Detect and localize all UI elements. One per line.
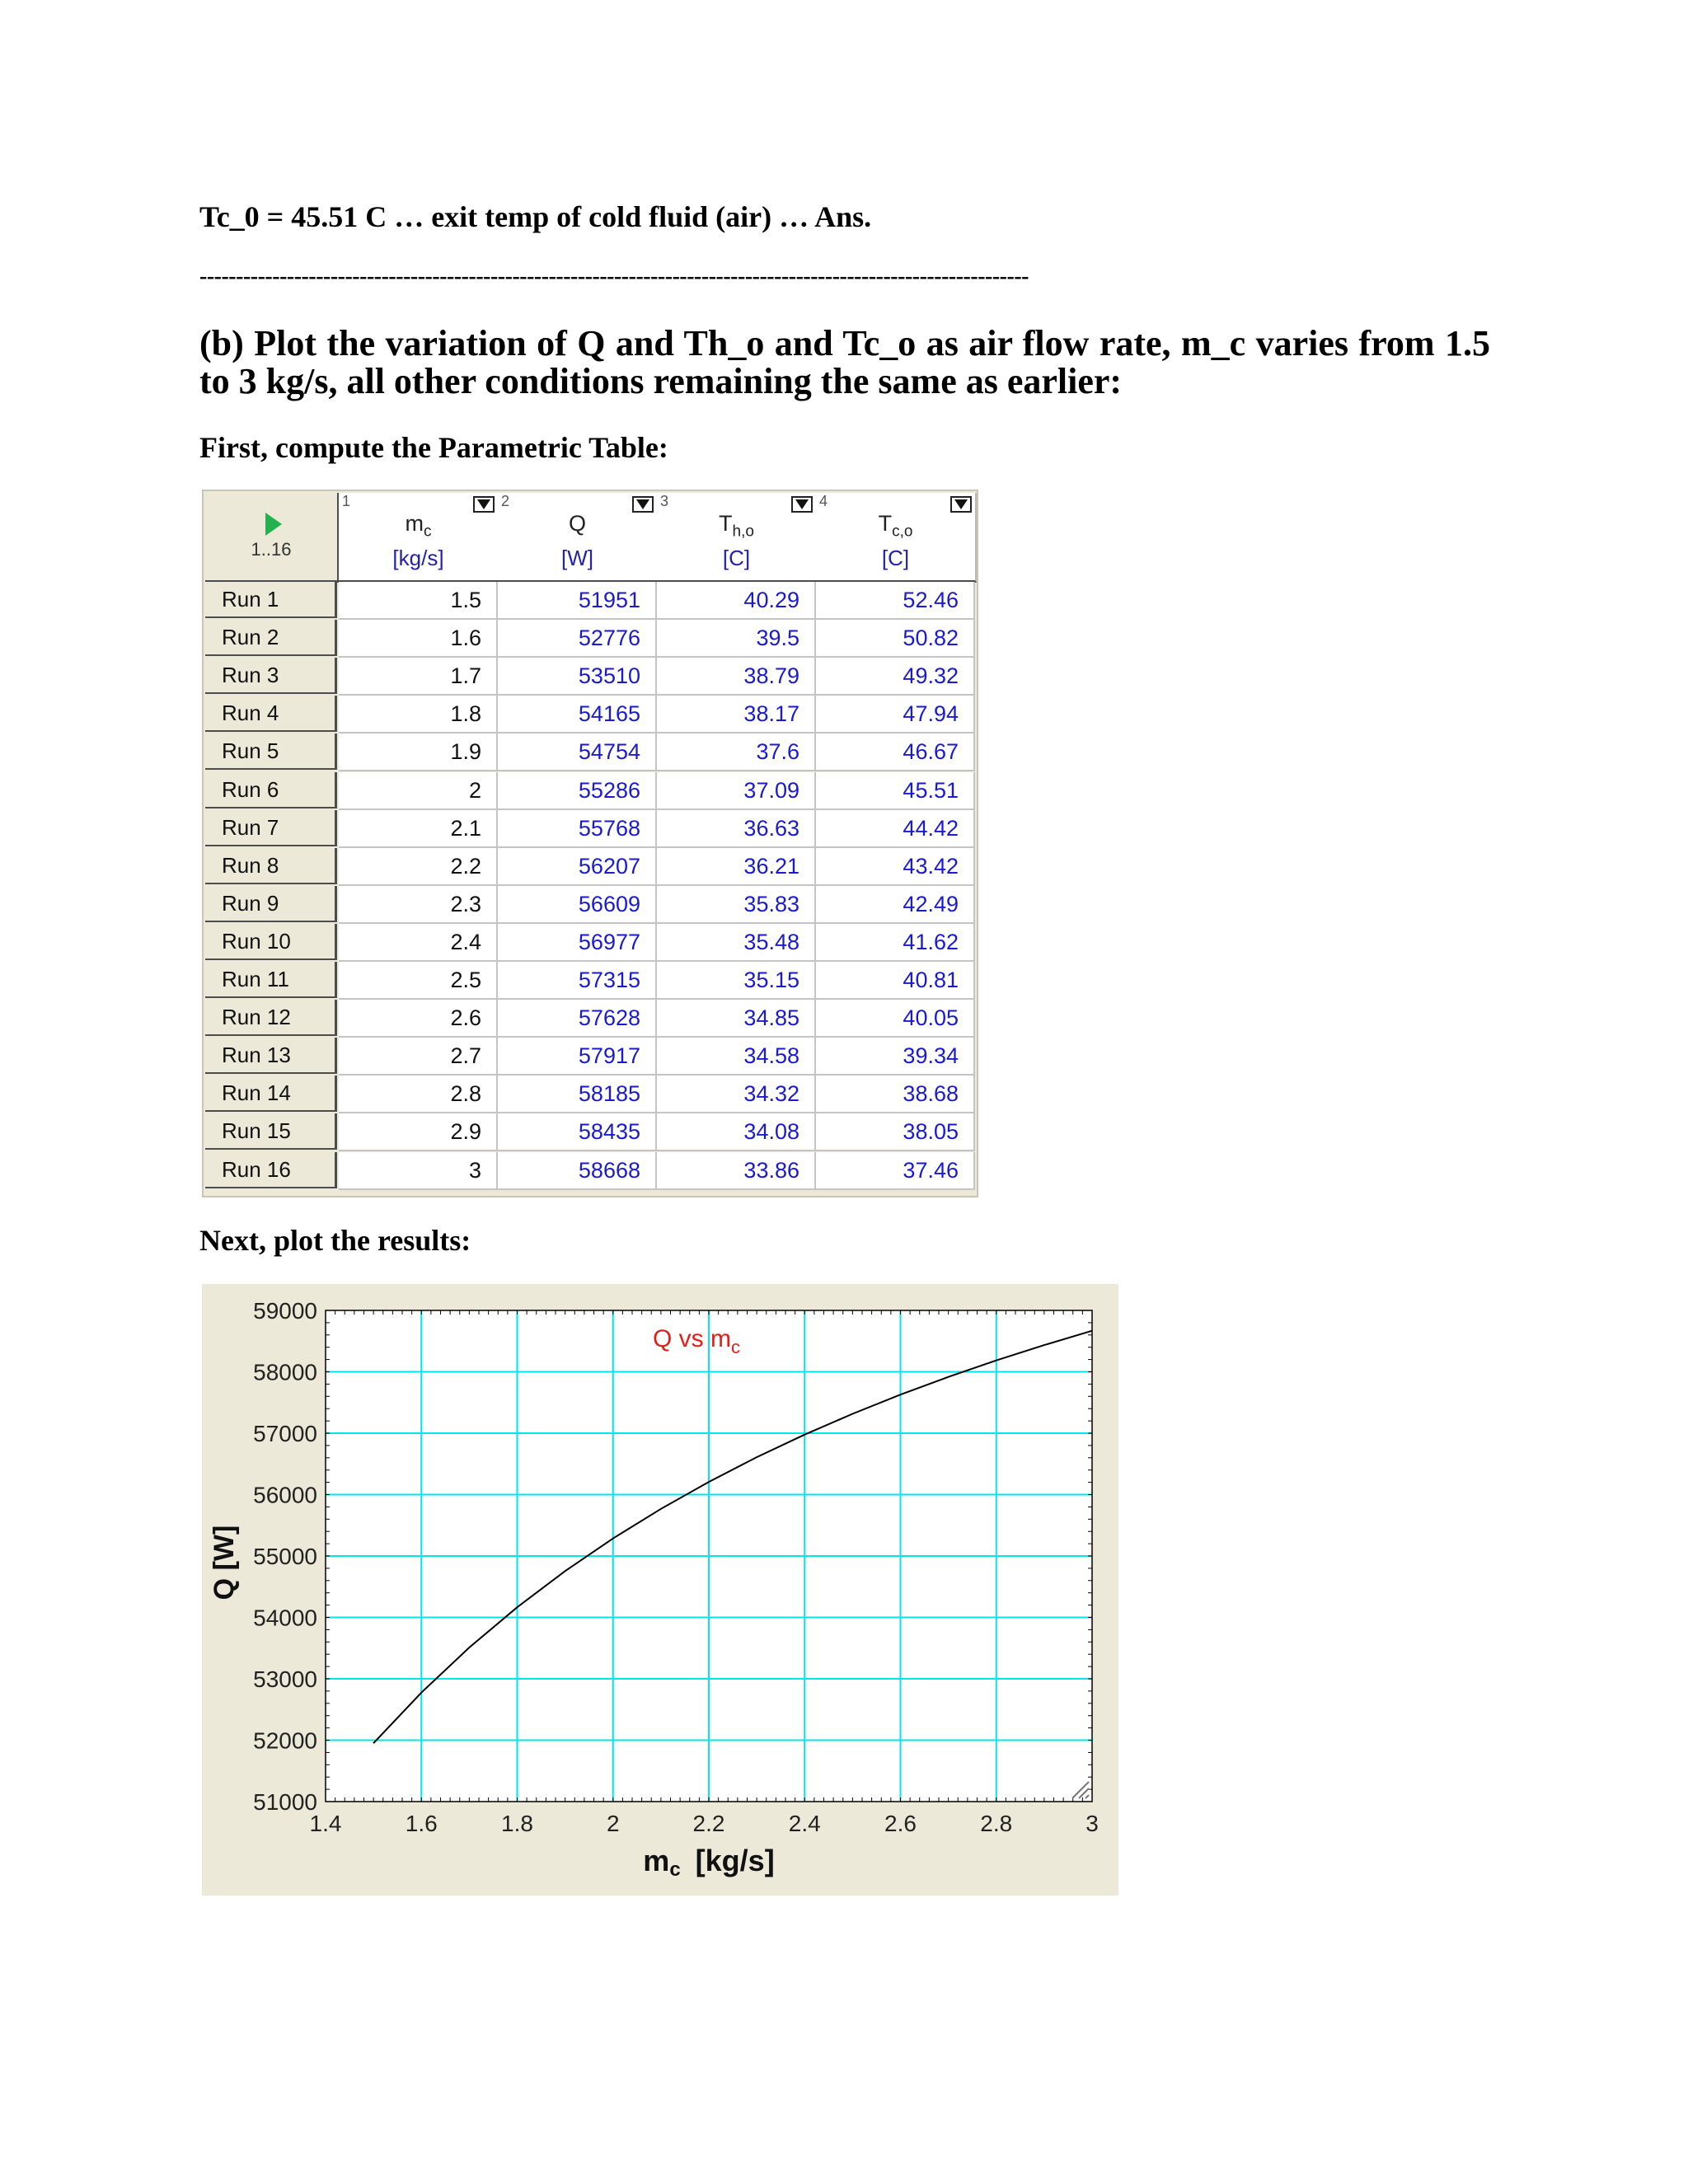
q-vs-mc-chart <box>202 1284 1118 1896</box>
y-tick-label: 55000 <box>253 1544 317 1569</box>
run-label[interactable]: Run 5 <box>205 733 337 770</box>
y-tick-label: 57000 <box>253 1421 317 1446</box>
table-cell-tho[interactable]: 34.85 <box>657 1000 816 1038</box>
y-axis-label: Q [W] <box>209 1525 240 1601</box>
table-cell-tho[interactable]: 38.17 <box>657 696 816 733</box>
table-cell-Q[interactable]: 53510 <box>498 658 657 696</box>
table-cell-Q[interactable]: 57628 <box>498 1000 657 1038</box>
x-tick-label: 2.8 <box>980 1811 1013 1836</box>
run-label[interactable]: Run 13 <box>205 1038 337 1074</box>
table-cell-tho[interactable]: 36.21 <box>657 848 816 886</box>
column-name: $T_{c,o}$ <box>878 511 913 541</box>
table-cell-mc[interactable]: 2.7 <box>339 1038 498 1076</box>
y-tick-label: 51000 <box>253 1789 317 1815</box>
table-cell-Q[interactable]: 58185 <box>498 1076 657 1113</box>
table-cell-tco[interactable]: 49.32 <box>816 658 975 696</box>
table-cell-tco[interactable]: 47.94 <box>816 696 975 733</box>
table-cell-tho[interactable]: 38.79 <box>657 658 816 696</box>
run-label[interactable]: Run 6 <box>205 772 337 808</box>
table-cell-tho[interactable]: 35.83 <box>657 886 816 924</box>
play-icon[interactable] <box>265 513 282 536</box>
table-cell-tco[interactable]: 38.05 <box>816 1113 975 1151</box>
table-cell-tco[interactable]: 40.05 <box>816 1000 975 1038</box>
table-cell-tho[interactable]: 35.15 <box>657 962 816 1000</box>
run-label[interactable]: Run 12 <box>205 1000 337 1036</box>
table-cell-tho[interactable]: 34.08 <box>657 1113 816 1151</box>
column-dropdown-icon[interactable] <box>632 496 654 513</box>
column-number: 4 <box>819 493 828 509</box>
x-tick-label: 2.6 <box>884 1811 917 1836</box>
y-tick-label: 53000 <box>253 1666 317 1692</box>
table-cell-mc[interactable]: 1.9 <box>339 733 498 771</box>
column-name: Q <box>568 511 586 536</box>
table-cell-tho[interactable]: 37.6 <box>657 733 816 771</box>
x-tick-label: 1.6 <box>405 1811 438 1836</box>
x-tick-label: 2.2 <box>692 1811 725 1836</box>
step-2-text: Next, plot the results: <box>199 1224 471 1257</box>
table-cell-mc[interactable]: 1.8 <box>339 696 498 733</box>
table-cell-tco[interactable]: 43.42 <box>816 848 975 886</box>
table-cell-tco[interactable]: 50.82 <box>816 620 975 658</box>
table-cell-Q[interactable]: 56609 <box>498 886 657 924</box>
column-header-1[interactable] <box>339 493 499 583</box>
y-tick-label: 52000 <box>253 1727 317 1754</box>
chart-panel <box>202 1284 1118 1896</box>
column-number: 2 <box>501 493 510 509</box>
table-cell-tco[interactable]: 37.46 <box>816 1152 975 1190</box>
run-label[interactable]: Run 9 <box>205 886 337 922</box>
column-number: 1 <box>342 493 351 509</box>
column-unit: [kg/s] <box>392 546 444 570</box>
parametric-table <box>202 490 978 1197</box>
table-cell-Q[interactable]: 54754 <box>498 733 657 771</box>
table-cell-mc[interactable]: 1.6 <box>339 620 498 658</box>
table-cell-tco[interactable]: 45.51 <box>816 772 975 810</box>
table-cell-tco[interactable]: 39.34 <box>816 1038 975 1076</box>
table-cell-Q[interactable]: 58668 <box>498 1152 657 1190</box>
x-tick-label: 2 <box>606 1811 620 1836</box>
table-cell-Q[interactable]: 52776 <box>498 620 657 658</box>
table-cell-mc[interactable]: 1.5 <box>339 582 498 620</box>
column-dropdown-icon[interactable] <box>950 496 972 513</box>
table-cell-mc[interactable]: 2.1 <box>339 810 498 848</box>
y-tick-label: 58000 <box>253 1359 317 1385</box>
column-dropdown-icon[interactable] <box>473 496 495 513</box>
column-number: 3 <box>660 493 669 509</box>
table-cell-tho[interactable]: 39.5 <box>657 620 816 658</box>
table-cell-mc[interactable]: 2.2 <box>339 848 498 886</box>
table-cell-tho[interactable]: 34.32 <box>657 1076 816 1113</box>
run-label[interactable]: Run 10 <box>205 924 337 960</box>
column-header-3[interactable] <box>657 493 818 583</box>
table-cell-tco[interactable]: 46.67 <box>816 733 975 771</box>
table-cell-Q[interactable]: 55768 <box>498 810 657 848</box>
y-tick-label: 59000 <box>253 1298 317 1324</box>
run-label[interactable]: Run 15 <box>205 1113 337 1150</box>
table-cell-tco[interactable]: 41.62 <box>816 924 975 962</box>
table-cell-mc[interactable]: 2.5 <box>339 962 498 1000</box>
table-cell-Q[interactable]: 56207 <box>498 848 657 886</box>
run-label[interactable]: Run 2 <box>205 620 337 656</box>
table-cell-tho[interactable]: 35.48 <box>657 924 816 962</box>
table-cell-mc[interactable]: 2 <box>339 772 498 810</box>
table-cell-tco[interactable]: 38.68 <box>816 1076 975 1113</box>
table-cell-mc[interactable]: 2.9 <box>339 1113 498 1151</box>
table-cell-Q[interactable]: 57315 <box>498 962 657 1000</box>
table-cell-tco[interactable]: 52.46 <box>816 582 975 620</box>
column-unit: [W] <box>561 546 593 570</box>
column-dropdown-icon[interactable] <box>791 496 813 513</box>
run-label[interactable]: Run 8 <box>205 848 337 884</box>
column-unit: [C] <box>881 546 910 570</box>
step-1-text: First, compute the Parametric Table: <box>199 431 668 464</box>
x-tick-label: 3 <box>1085 1811 1099 1836</box>
table-cell-tho[interactable]: 37.09 <box>657 772 816 810</box>
chart-title: Q vs $m_c$ <box>653 1325 740 1357</box>
table-cell-mc[interactable]: 2.4 <box>339 924 498 962</box>
y-tick-label: 54000 <box>253 1605 317 1631</box>
table-cell-mc[interactable]: 2.3 <box>339 886 498 924</box>
table-cell-Q[interactable]: 51951 <box>498 582 657 620</box>
x-tick-label: 2.4 <box>788 1811 821 1836</box>
table-cell-Q[interactable]: 56977 <box>498 924 657 962</box>
run-label[interactable]: Run 14 <box>205 1076 337 1112</box>
run-label[interactable]: Run 1 <box>205 582 337 618</box>
table-cell-Q[interactable]: 54165 <box>498 696 657 733</box>
table-cell-mc[interactable]: 3 <box>339 1152 498 1190</box>
table-cell-tho[interactable]: 34.58 <box>657 1038 816 1076</box>
table-cell-tho[interactable]: 36.63 <box>657 810 816 848</box>
x-axis-label: mc [kg/s] <box>643 1844 775 1881</box>
run-label[interactable]: Run 7 <box>205 810 337 846</box>
run-range: 1..16 <box>251 539 292 560</box>
table-cell-mc[interactable]: 2.6 <box>339 1000 498 1038</box>
table-cell-mc[interactable]: 1.7 <box>339 658 498 696</box>
column-name: $T_{h,o}$ <box>719 511 754 541</box>
run-label[interactable]: Run 11 <box>205 962 337 998</box>
table-cell-tho[interactable]: 40.29 <box>657 582 816 620</box>
table-cell-Q[interactable]: 58435 <box>498 1113 657 1151</box>
x-tick-label: 1.8 <box>501 1811 533 1836</box>
run-label[interactable]: Run 4 <box>205 696 337 732</box>
table-cell-tco[interactable]: 42.49 <box>816 886 975 924</box>
run-label[interactable]: Run 3 <box>205 658 337 694</box>
table-cell-tco[interactable]: 44.42 <box>816 810 975 848</box>
column-unit: [C] <box>722 546 751 570</box>
table-cell-tho[interactable]: 33.86 <box>657 1152 816 1190</box>
separator-line: ------------------------------------------------------------------------------------------------------------------ <box>199 264 1029 289</box>
answer-line: Tc_0 = 45.51 C … exit temp of cold fluid (air) … Ans. <box>199 200 872 233</box>
table-cell-Q[interactable]: 57917 <box>498 1038 657 1076</box>
table-cell-Q[interactable]: 55286 <box>498 772 657 810</box>
table-cell-mc[interactable]: 2.8 <box>339 1076 498 1113</box>
table-corner[interactable] <box>205 493 340 583</box>
x-tick-label: 1.4 <box>309 1811 342 1836</box>
run-label[interactable]: Run 16 <box>205 1152 337 1188</box>
column-header-2[interactable] <box>498 493 659 583</box>
y-tick-label: 56000 <box>253 1482 317 1508</box>
column-header-4[interactable] <box>816 493 977 583</box>
table-cell-tco[interactable]: 40.81 <box>816 962 975 1000</box>
column-name: $m_c$ <box>405 511 432 541</box>
part-b-heading: (b) Plot the variation of Q and Th_o and Tc_o as air flow rate, m_c varies from 1.5 to 3 kg/s, all other conditions remaining the same as earlier: <box>199 323 1490 401</box>
